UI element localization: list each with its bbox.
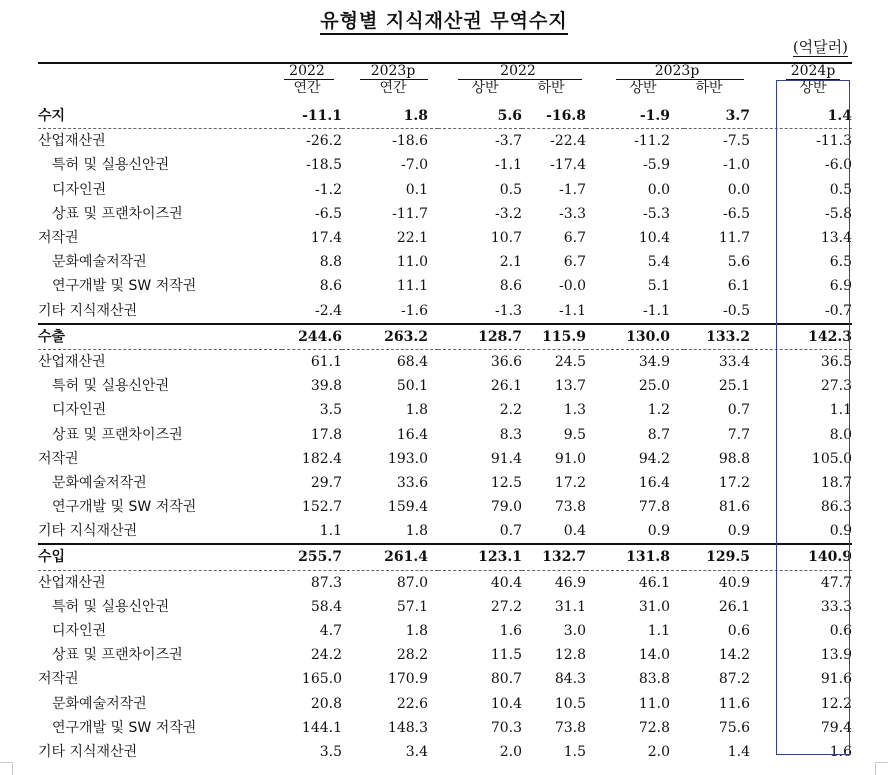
cell-value: 6.7 (563, 230, 586, 247)
cell-value: 87.2 (718, 671, 750, 688)
cell-value: 105.0 (811, 450, 852, 467)
header-annual: 연간 (293, 80, 321, 96)
cell-value: 0.9 (647, 523, 670, 540)
cell-value: 18.7 (820, 474, 852, 491)
cell-value: 27.2 (490, 598, 522, 615)
cell-value: -18.6 (342, 129, 438, 154)
cell-value: -3.7 (438, 129, 522, 154)
cell-value: -1.6 (401, 302, 428, 319)
header-year-2023p: 2023p (370, 63, 416, 79)
cell-value: 84.3 (554, 671, 586, 688)
cell-value: 79.4 (820, 719, 852, 736)
row-label: 특허 및 실용신안권 (52, 157, 170, 174)
cell-value: -7.5 (684, 129, 750, 154)
cell-value: 13.9 (820, 647, 852, 664)
cell-value: 91.0 (554, 450, 586, 467)
cell-value: 8.7 (647, 426, 670, 443)
unit-label: (억달러) (792, 38, 848, 56)
cell-value: 33.4 (684, 349, 750, 374)
cell-value: 12.2 (820, 695, 852, 712)
cell-value: 16.4 (396, 426, 428, 443)
cell-value: 39.8 (310, 378, 342, 395)
cell-value: 5.6 (497, 108, 522, 125)
cell-value: 47.7 (750, 570, 852, 595)
cell-value: 263.2 (342, 324, 438, 350)
cell-value: 50.1 (396, 378, 428, 395)
table-row (38, 349, 852, 374)
cell-value: 94.2 (638, 450, 670, 467)
cell-value: 36.5 (750, 349, 852, 374)
cell-value: 5.1 (647, 278, 670, 295)
cell-value: 12.8 (554, 647, 586, 664)
cell-value: 26.1 (718, 598, 750, 615)
cell-value: -18.5 (306, 157, 342, 174)
cell-value: 34.9 (586, 349, 684, 374)
cell-value: 20.8 (310, 695, 342, 712)
cell-value: 6.9 (829, 278, 852, 295)
cell-value: 193.0 (387, 450, 428, 467)
cell-value: 8.6 (319, 278, 342, 295)
row-label: 문화예술저작권 (52, 474, 147, 491)
cell-value: 129.5 (684, 544, 750, 570)
cell-value: -6.5 (315, 205, 342, 222)
cell-value: 11.1 (396, 278, 428, 295)
cell-value: 0.9 (727, 523, 750, 540)
cell-value: 11.6 (718, 695, 750, 712)
cell-value: 159.4 (387, 499, 428, 516)
cell-value: 170.9 (387, 671, 428, 688)
cell-value: 1.8 (405, 523, 428, 540)
cell-value: 11.0 (396, 254, 428, 271)
row-label: 산업재산권 (38, 349, 282, 374)
cell-value: 3.0 (563, 623, 586, 640)
table-title: 유형별 지식재산권 무역수지 (0, 6, 888, 33)
cell-value: -11.7 (392, 205, 428, 222)
cell-value: 58.4 (310, 598, 342, 615)
cell-value: -5.3 (643, 205, 670, 222)
cell-value: 75.6 (718, 719, 750, 736)
cell-value: -11.2 (586, 129, 684, 154)
cell-value: 36.6 (438, 349, 522, 374)
cell-value: 87.3 (282, 570, 342, 595)
cell-value: -3.3 (559, 205, 586, 222)
cell-value: 152.7 (301, 499, 342, 516)
cell-value: 91.6 (820, 671, 852, 688)
cell-value: 5.6 (727, 254, 750, 271)
cell-value: 8.6 (499, 278, 522, 295)
cell-value: 40.4 (438, 570, 522, 595)
table-row (38, 643, 852, 667)
cell-value: 14.2 (718, 647, 750, 664)
cell-value: -26.2 (282, 129, 342, 154)
header-annual: 연간 (379, 80, 407, 96)
cell-value: 3.5 (319, 402, 342, 419)
cell-value: -1.1 (495, 157, 522, 174)
cell-value: 1.4 (727, 743, 750, 760)
cell-value: 98.8 (718, 450, 750, 467)
cell-value: 46.9 (522, 570, 586, 595)
cell-value: 25.1 (718, 378, 750, 395)
cell-value: 16.4 (638, 474, 670, 491)
cell-value: 61.1 (282, 349, 342, 374)
cell-value: -1.9 (639, 108, 670, 125)
cell-value: 10.5 (554, 695, 586, 712)
cell-value: -5.8 (825, 205, 852, 222)
cell-value: -1.1 (559, 302, 586, 319)
cell-value: 4.7 (319, 623, 342, 640)
cell-value: 1.8 (405, 623, 428, 640)
cell-value: 31.0 (638, 598, 670, 615)
cell-value: 80.7 (490, 671, 522, 688)
cell-value: 0.9 (829, 523, 852, 540)
row-label: 연구개발 및 SW 저작권 (52, 499, 197, 516)
cell-value: -1.7 (559, 181, 586, 198)
cell-value: 8.8 (319, 254, 342, 271)
cell-value: 261.4 (342, 544, 438, 570)
header-first-half: 상반 (629, 80, 657, 96)
row-label: 상표 및 프랜차이즈권 (52, 426, 183, 443)
cell-value: 244.6 (282, 324, 342, 350)
table-row (38, 692, 852, 716)
cell-value: 8.0 (829, 426, 852, 443)
cell-value: 33.3 (820, 598, 852, 615)
table-row (38, 374, 852, 398)
cell-value: 123.1 (438, 544, 522, 570)
row-label: 기타 지식재산권 (38, 523, 138, 540)
cell-value: 72.8 (638, 719, 670, 736)
cell-value: 140.9 (750, 544, 852, 570)
cell-value: 9.5 (563, 426, 586, 443)
cell-value: -17.4 (550, 157, 586, 174)
cell-value: 83.8 (638, 671, 670, 688)
cell-value: 1.8 (403, 108, 428, 125)
table-row (38, 274, 852, 298)
cell-value: 0.4 (563, 523, 586, 540)
cell-value: 6.5 (829, 254, 852, 271)
table-row (38, 202, 852, 226)
cell-value: 10.7 (490, 230, 522, 247)
table-row (38, 716, 852, 740)
cell-value: 46.1 (586, 570, 684, 595)
cell-value: -7.0 (401, 157, 428, 174)
cell-value: 14.0 (638, 647, 670, 664)
trade-balance-table (38, 104, 852, 764)
cell-value: 0.7 (499, 523, 522, 540)
cell-value: -11.3 (750, 129, 852, 154)
table-row (38, 104, 852, 129)
table-row (38, 398, 852, 422)
cell-value: 131.8 (586, 544, 684, 570)
row-label: 디자인권 (52, 623, 107, 640)
cell-value: 2.0 (647, 743, 670, 760)
row-label: 상표 및 프랜차이즈권 (52, 205, 183, 222)
table-row (38, 595, 852, 619)
cell-value: 86.3 (820, 499, 852, 516)
cell-value: 57.1 (396, 598, 428, 615)
cell-value: 13.7 (554, 378, 586, 395)
header-year-2022-halves: 2022 (500, 63, 536, 79)
table-row (38, 619, 852, 643)
cell-value: 73.8 (554, 719, 586, 736)
table-row (38, 667, 852, 691)
cell-value: 6.7 (563, 254, 586, 271)
row-label: 산업재산권 (38, 129, 282, 154)
table-row (38, 519, 852, 544)
cell-value: 17.2 (554, 474, 586, 491)
cell-value: 77.8 (638, 499, 670, 516)
row-label: 저작권 (38, 450, 79, 467)
cell-value: 10.4 (490, 695, 522, 712)
cell-value: -1.0 (723, 157, 750, 174)
cell-value: 11.7 (718, 230, 750, 247)
cell-value: 40.9 (684, 570, 750, 595)
row-label: 저작권 (38, 230, 79, 247)
cell-value: 3.7 (725, 108, 750, 125)
cell-value: 5.4 (647, 254, 670, 271)
cell-value: 27.3 (820, 378, 852, 395)
cell-value: 2.0 (499, 743, 522, 760)
cell-value: 2.2 (499, 402, 522, 419)
cell-value: 22.1 (396, 230, 428, 247)
page-corner-mark (0, 762, 13, 775)
cell-value: 0.6 (829, 623, 852, 640)
row-label: 기타 지식재산권 (38, 302, 138, 319)
table-row (38, 153, 852, 177)
cell-value: 115.9 (522, 324, 586, 350)
cell-value: 29.7 (310, 474, 342, 491)
table-row (38, 178, 852, 202)
cell-value: 0.1 (405, 181, 428, 198)
table-row (38, 250, 852, 274)
cell-value: 28.2 (396, 647, 428, 664)
row-label: 수입 (38, 544, 282, 570)
row-label: 저작권 (38, 671, 79, 688)
cell-value: -0.7 (825, 302, 852, 319)
row-label: 상표 및 프랜차이즈권 (52, 647, 183, 664)
row-label: 산업재산권 (38, 570, 282, 595)
header-year-2024p: 2024p (790, 63, 836, 79)
cell-value: 1.4 (827, 108, 852, 125)
cell-value: -5.9 (643, 157, 670, 174)
cell-value: 12.5 (490, 474, 522, 491)
cell-value: 3.4 (405, 743, 428, 760)
cell-value: -11.1 (302, 108, 342, 125)
row-label: 기타 지식재산권 (38, 743, 138, 760)
cell-value: 1.2 (647, 402, 670, 419)
cell-value: 165.0 (301, 671, 342, 688)
cell-value: 70.3 (490, 719, 522, 736)
table-row (38, 226, 852, 250)
cell-value: -1.2 (315, 181, 342, 198)
table-row (38, 299, 852, 324)
cell-value: 24.5 (522, 349, 586, 374)
cell-value: -6.5 (723, 205, 750, 222)
table-row (38, 422, 852, 446)
cell-value: 133.2 (684, 324, 750, 350)
row-label: 연구개발 및 SW 저작권 (52, 278, 197, 295)
cell-value: 0.0 (727, 181, 750, 198)
cell-value: -0.5 (723, 302, 750, 319)
cell-value: 17.2 (718, 474, 750, 491)
cell-value: 0.5 (829, 181, 852, 198)
cell-value: 0.5 (499, 181, 522, 198)
cell-value: -0.0 (559, 278, 586, 295)
row-label: 문화예술저작권 (52, 695, 147, 712)
cell-value: 73.8 (554, 499, 586, 516)
cell-value: 6.1 (727, 278, 750, 295)
cell-value: 255.7 (282, 544, 342, 570)
cell-value: 8.3 (499, 426, 522, 443)
cell-value: 91.4 (490, 450, 522, 467)
cell-value: 87.0 (342, 570, 438, 595)
table-row (38, 495, 852, 519)
cell-value: 148.3 (387, 719, 428, 736)
cell-value: 79.0 (490, 499, 522, 516)
cell-value: 22.6 (396, 695, 428, 712)
cell-value: 11.0 (638, 695, 670, 712)
cell-value: 0.7 (727, 402, 750, 419)
table-row (38, 740, 852, 764)
row-label: 연구개발 및 SW 저작권 (52, 719, 197, 736)
row-label: 특허 및 실용신안권 (52, 378, 170, 395)
cell-value: 10.4 (638, 230, 670, 247)
cell-value: 128.7 (438, 324, 522, 350)
header-second-half: 하반 (537, 80, 565, 96)
cell-value: 1.1 (319, 523, 342, 540)
table-row (38, 447, 852, 471)
cell-value: 2.1 (499, 254, 522, 271)
cell-value: -6.0 (825, 157, 852, 174)
row-label: 수지 (38, 108, 66, 125)
table-row (38, 570, 852, 595)
cell-value: 33.6 (396, 474, 428, 491)
header-year-2023p-halves: 2023p (654, 63, 700, 79)
row-label: 특허 및 실용신안권 (52, 598, 170, 615)
cell-value: -1.1 (643, 302, 670, 319)
cell-value: 130.0 (586, 324, 684, 350)
cell-value: 31.1 (554, 598, 586, 615)
cell-value: 17.4 (310, 230, 342, 247)
cell-value: 1.8 (405, 402, 428, 419)
page-corner-mark (875, 762, 888, 775)
header-second-half: 하반 (695, 80, 723, 96)
cell-value: 1.3 (563, 402, 586, 419)
cell-value: 11.5 (490, 647, 522, 664)
cell-value: 1.6 (829, 743, 852, 760)
cell-value: 144.1 (301, 719, 342, 736)
table-row (38, 324, 852, 350)
header-year-2022: 2022 (289, 63, 325, 79)
cell-value: -22.4 (522, 129, 586, 154)
cell-value: 81.6 (718, 499, 750, 516)
cell-value: 26.1 (490, 378, 522, 395)
cell-value: 182.4 (301, 450, 342, 467)
cell-value: 1.6 (499, 623, 522, 640)
header-first-half: 상반 (799, 80, 827, 96)
cell-value: 1.1 (829, 402, 852, 419)
row-label: 수출 (38, 324, 282, 350)
cell-value: 0.6 (727, 623, 750, 640)
cell-value: -1.3 (495, 302, 522, 319)
cell-value: 1.5 (563, 743, 586, 760)
cell-value: 13.4 (820, 230, 852, 247)
cell-value: 132.7 (522, 544, 586, 570)
cell-value: 1.1 (647, 623, 670, 640)
table-row (38, 471, 852, 495)
cell-value: 25.0 (638, 378, 670, 395)
header-first-half: 상반 (471, 80, 499, 96)
row-label: 디자인권 (52, 402, 107, 419)
cell-value: -2.4 (315, 302, 342, 319)
cell-value: 142.3 (750, 324, 852, 350)
cell-value: 24.2 (310, 647, 342, 664)
cell-value: -3.2 (495, 205, 522, 222)
cell-value: 68.4 (342, 349, 438, 374)
table-row (38, 544, 852, 570)
cell-value: 3.5 (319, 743, 342, 760)
cell-value: 17.8 (310, 426, 342, 443)
cell-value: -16.8 (546, 108, 586, 125)
table-row (38, 129, 852, 154)
cell-value: 0.0 (647, 181, 670, 198)
row-label: 문화예술저작권 (52, 254, 147, 271)
row-label: 디자인권 (52, 181, 107, 198)
cell-value: 7.7 (727, 426, 750, 443)
